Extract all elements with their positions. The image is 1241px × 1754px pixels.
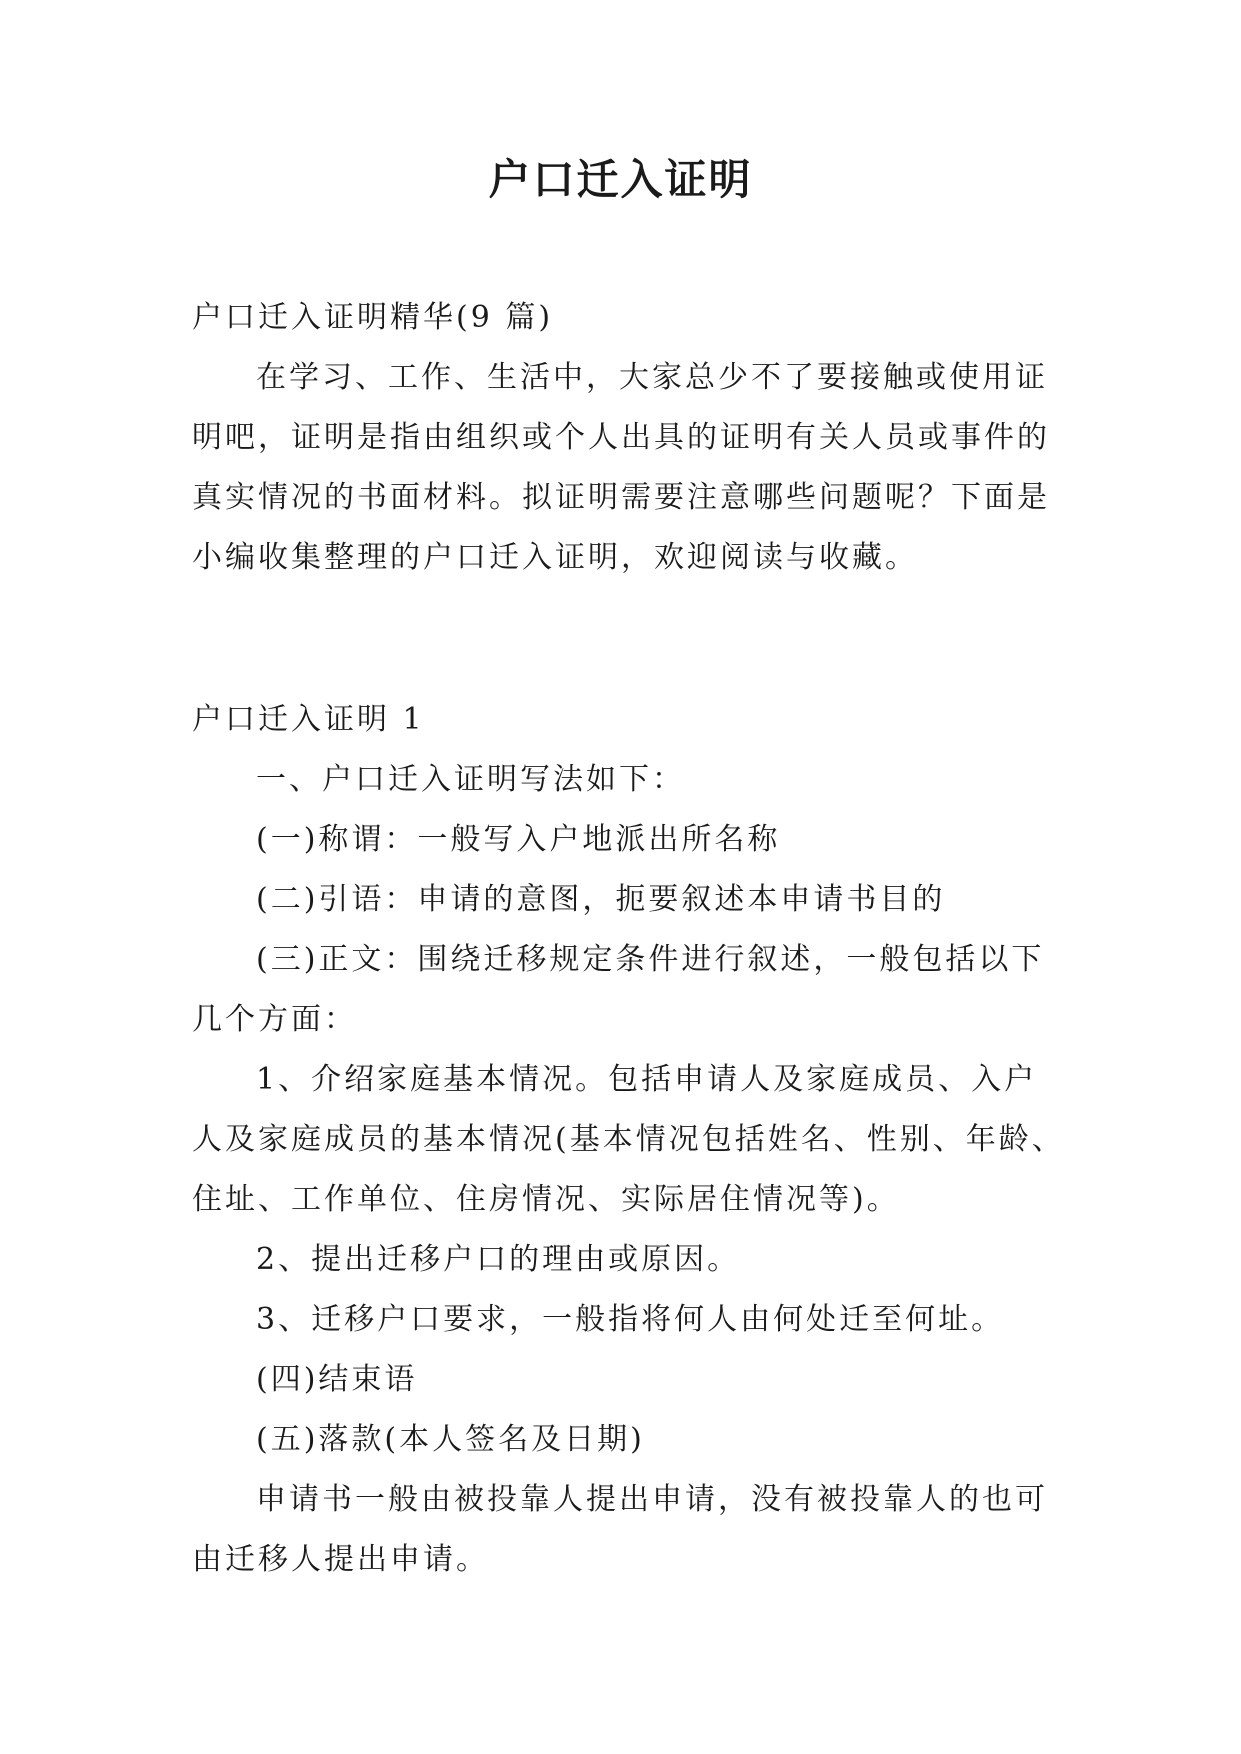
list-item-main-text-continued: 几个方面： — [192, 1002, 357, 1037]
intro-paragraph-line: 在学习、工作、生活中，大家总少不了要接触或使用证 — [256, 360, 1048, 395]
closing-paragraph-line: 由迁移人提出申请。 — [192, 1542, 489, 1577]
intro-subtitle: 户口迁入证明精华(9 篇) — [192, 300, 554, 335]
list-item-closing: (四)结束语 — [256, 1362, 418, 1397]
intro-section — [192, 288, 1052, 588]
list-item-signature: (五)落款(本人签名及日期) — [256, 1422, 645, 1457]
document-title: 户口迁入证明 — [488, 155, 753, 204]
point-2-line: 2、提出迁移户口的理由或原因。 — [256, 1242, 741, 1277]
closing-paragraph-line: 申请书一般由被投靠人提出申请，没有被投靠人的也可 — [256, 1482, 1048, 1517]
list-item-main-text: (三)正文：围绕迁移规定条件进行叙述，一般包括以下 — [256, 942, 1045, 977]
point-1-line: 1、介绍家庭基本情况。包括申请人及家庭成员、入户 — [256, 1062, 1038, 1097]
intro-paragraph-line: 明吧，证明是指由组织或个人出具的证明有关人员或事件的 — [192, 420, 1050, 455]
point-1-line: 住址、工作单位、住房情况、实际居住情况等)。 — [192, 1182, 900, 1217]
list-item-salutation: (一)称谓：一般写入户地派出所名称 — [256, 822, 781, 857]
intro-paragraph-line: 小编收集整理的户口迁入证明，欢迎阅读与收藏。 — [192, 540, 918, 575]
point-1-line: 人及家庭成员的基本情况(基本情况包括姓名、性别、年龄、 — [192, 1122, 1065, 1157]
point-3-line: 3、迁移户口要求，一般指将何人由何处迁至何址。 — [256, 1302, 1005, 1337]
section-1 — [192, 690, 1065, 1590]
section-1-heading: 户口迁入证明 1 — [192, 702, 425, 737]
section-1-intro-line: 一、户口迁入证明写法如下： — [256, 762, 685, 797]
list-item-preface: (二)引语：申请的意图，扼要叙述本申请书目的 — [256, 882, 946, 917]
intro-paragraph-line: 真实情况的书面材料。拟证明需要注意哪些问题呢？下面是 — [192, 480, 1050, 515]
